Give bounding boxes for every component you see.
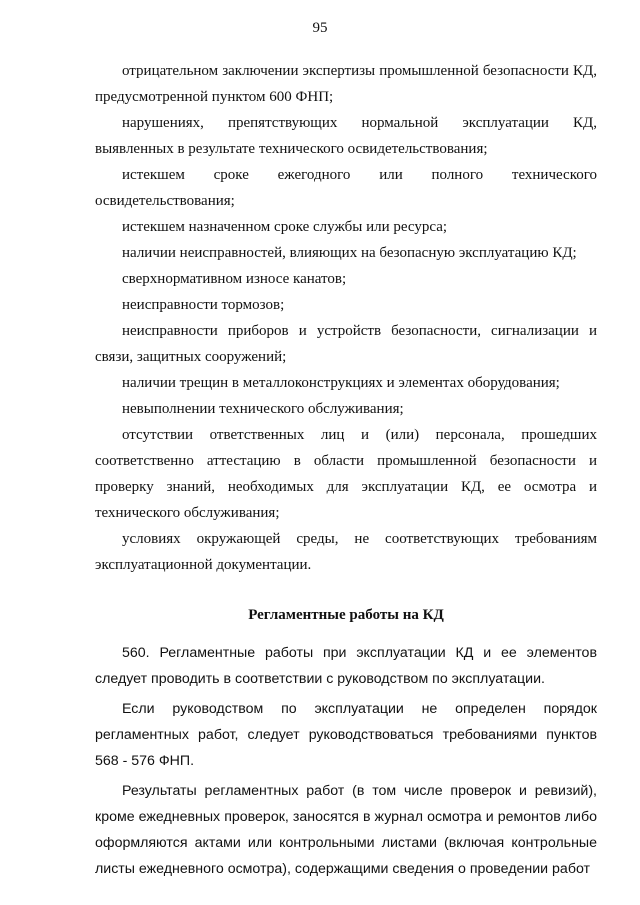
section-heading: Регламентные работы на КД: [248, 607, 444, 623]
list-item: наличии трещин в металлоконструкциях и элементах оборудования;: [122, 375, 560, 391]
paragraph: Результаты регламентных работ (в том числе проверок и ревизий), кроме ежедневных проверок, заносятся в журнал осмотра и ремонтов либо оформляются актами или контрольными листами (включая контрольные листы ежедневного осмотра), содержащими сведения о проведении работ: [95, 783, 597, 877]
list-item: условиях окружающей среды, не соответствующих требованиям эксплуатационной документации.: [95, 531, 597, 573]
page-content: [95, 58, 597, 882]
list-item: истекшем назначенном сроке службы или ресурса;: [122, 219, 448, 235]
list-item: нарушениях, препятствующих нормальной эксплуатации КД, выявленных в результате технического освидетельствования;: [95, 115, 597, 157]
paragraph: Если руководством по эксплуатации не определен порядок регламентных работ, следует руководствоваться требованиями пунктов 568 - 576 ФНП.: [95, 701, 597, 769]
list-item: истекшем сроке ежегодного или полного технического освидетельствования;: [95, 167, 597, 209]
paragraph: 560. Регламентные работы при эксплуатации КД и ее элементов следует проводить в соответствии с руководством по эксплуатации.: [95, 645, 597, 687]
page-number: 95: [312, 20, 328, 36]
list-item: отсутствии ответственных лиц и (или) персонала, прошедших соответственно аттестацию в области промышленной безопасности и проверку знаний, необходимых для эксплуатации КД, ее осмотра и технического обслуживания;: [95, 427, 597, 521]
list-item: неисправности приборов и устройств безопасности, сигнализации и связи, защитных сооружений;: [95, 323, 597, 365]
list-item: отрицательном заключении экспертизы промышленной безопасности КД, предусмотренной пунктом 600 ФНП;: [95, 63, 597, 105]
list-item: сверхнормативном износе канатов;: [122, 271, 347, 287]
list-item: невыполнении технического обслуживания;: [122, 401, 404, 417]
list-item: наличии неисправностей, влияющих на безопасную эксплуатацию КД;: [122, 245, 577, 261]
list-item: неисправности тормозов;: [122, 297, 285, 313]
